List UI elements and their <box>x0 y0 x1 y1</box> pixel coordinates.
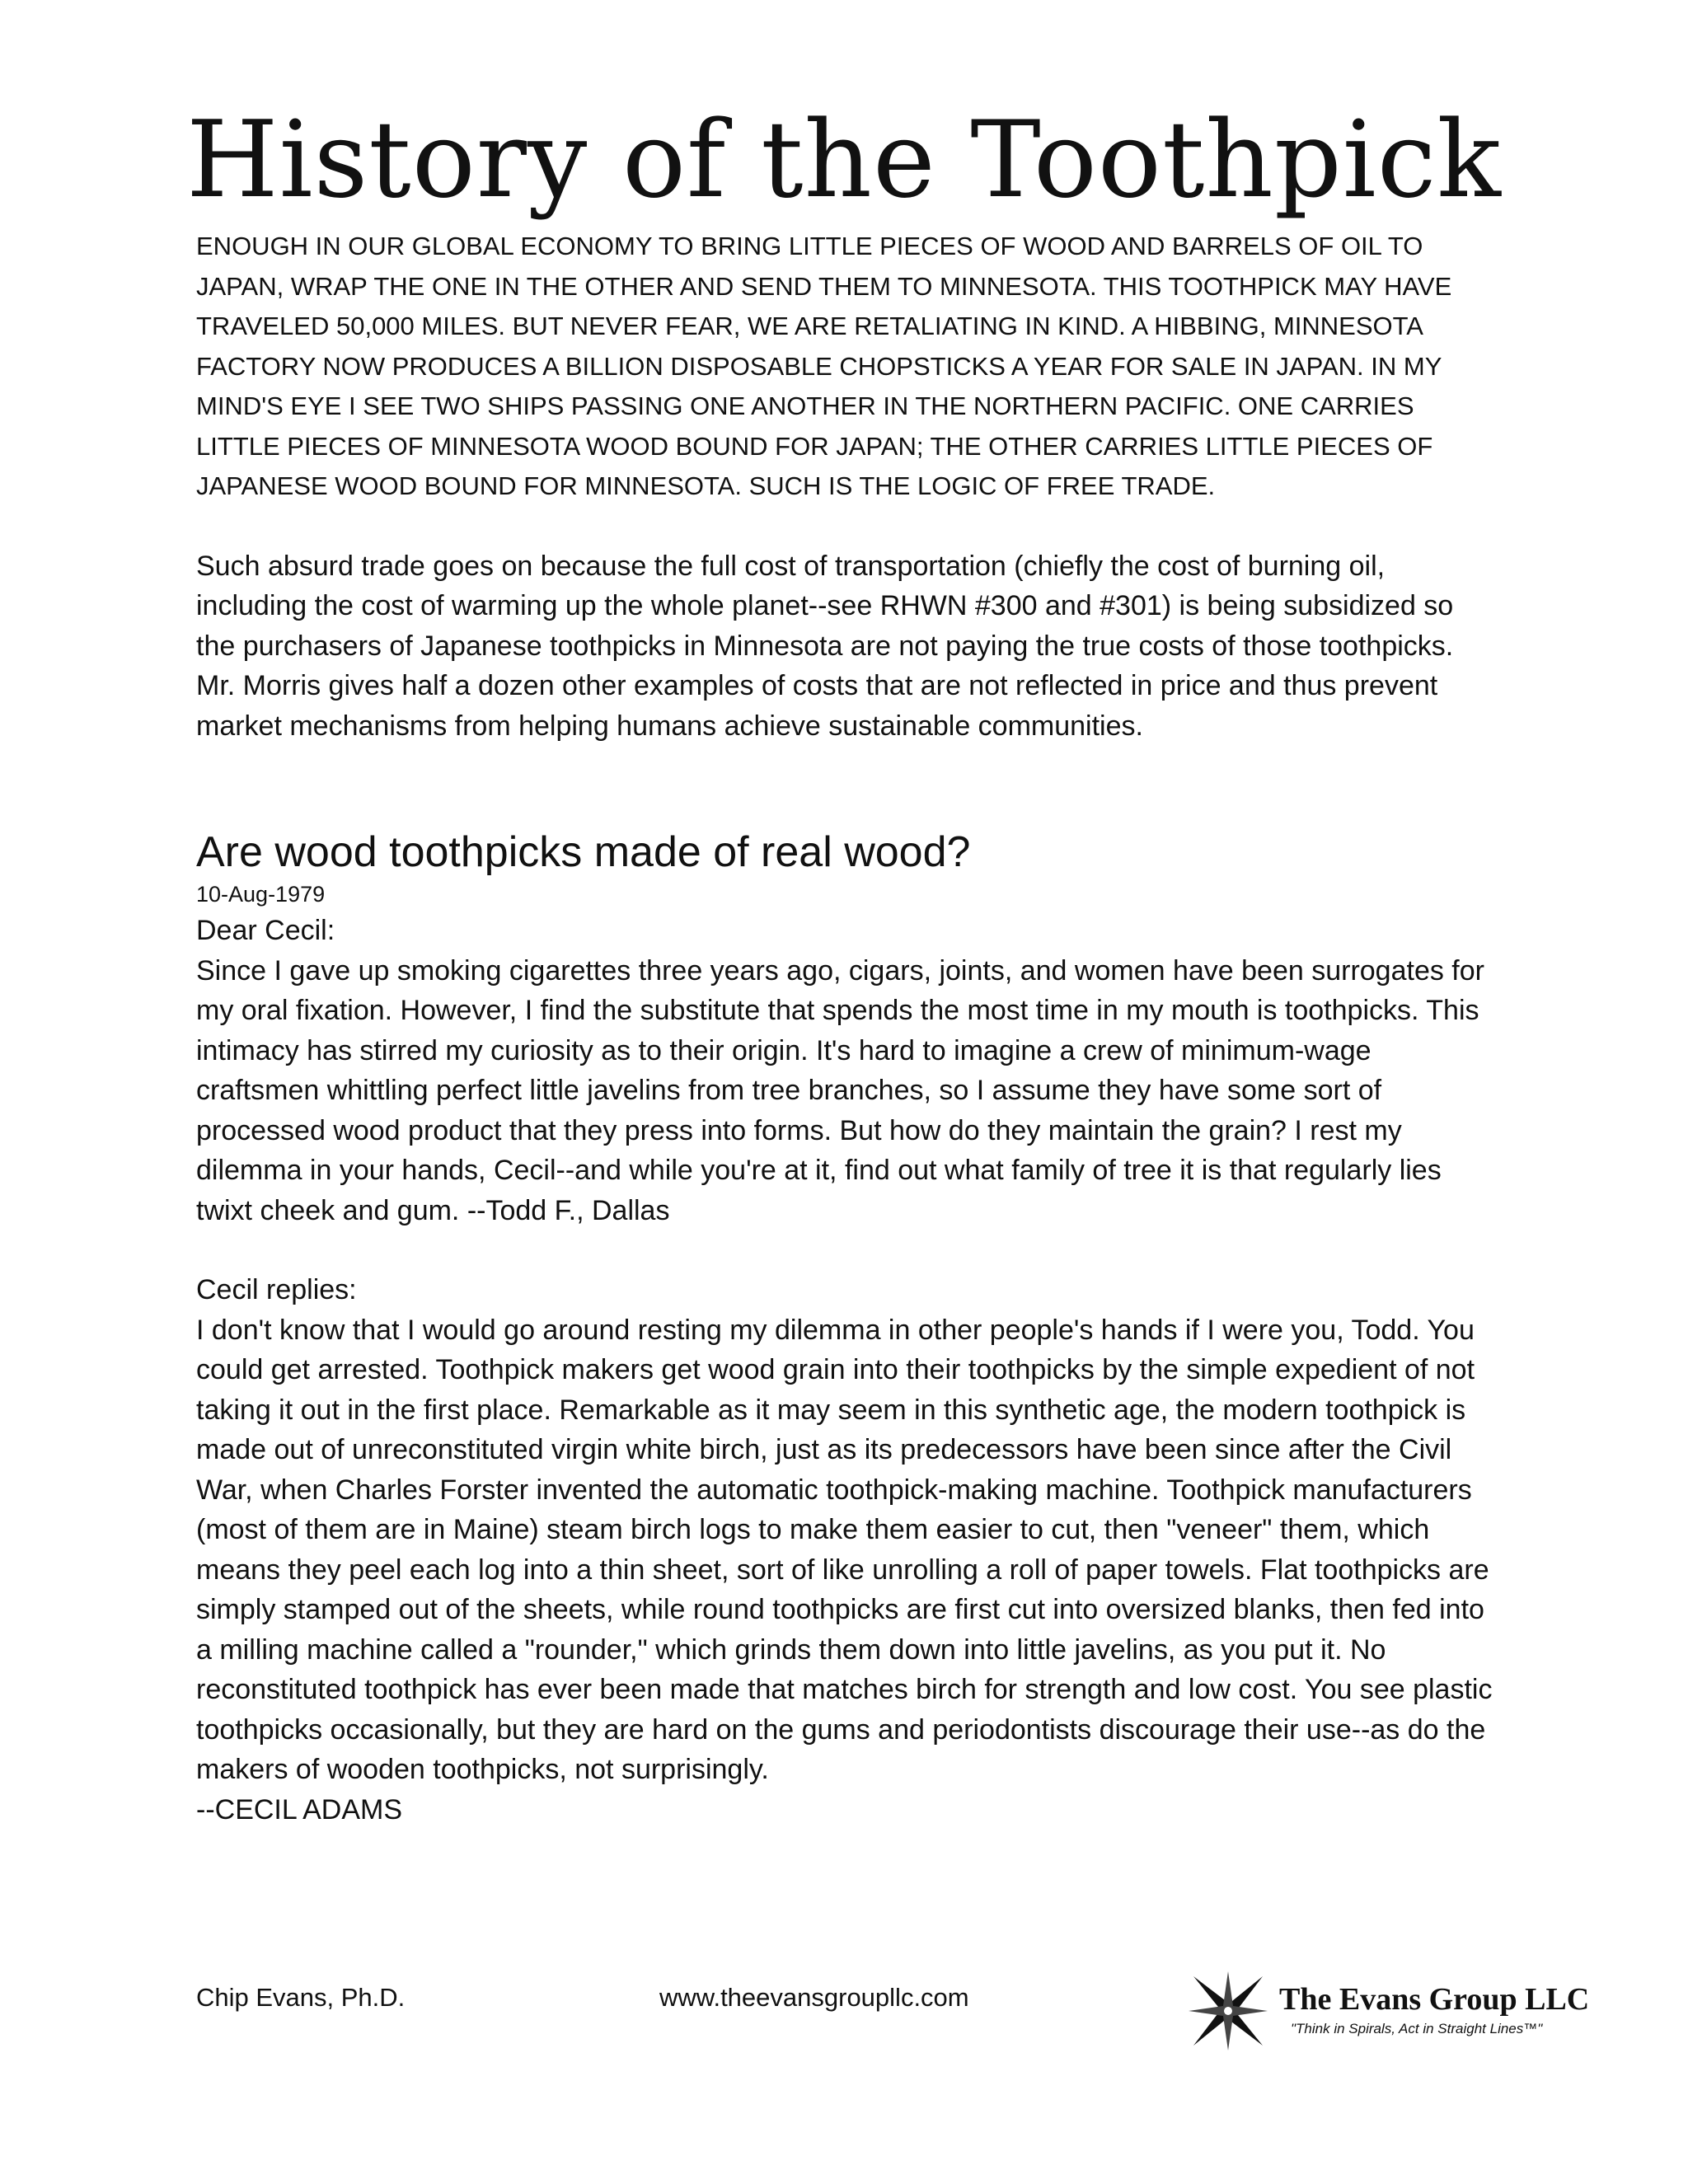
trade-paragraph: Such absurd trade goes on because the full cost of transportation (chiefly the cost of burning oil, including the cost of warming up the whole planet--see RHWN #300 and #301) is being subsidized so the purchasers of Japanese toothpicks in Minnesota are not paying the true costs of those toothpicks. Mr. Morris gives half a dozen other examples of costs that are not reflected in price and thus prevent market mechanisms from helping humans achieve sustainable communities. <box>196 550 1454 742</box>
reply-label: Cecil replies: <box>196 1274 357 1305</box>
logo-tagline: "Think in Spirals, Act in Straight Lines™" <box>1291 2021 1543 2036</box>
section-heading: Are wood toothpicks made of real wood? <box>196 828 971 876</box>
page-title: History of the Toothpick <box>186 99 1502 222</box>
article-date: 10-Aug-1979 <box>196 882 326 907</box>
page-footer <box>0 1970 1688 2085</box>
footer-author: Chip Evans, Ph.D. <box>196 1983 406 2012</box>
logo-company-name: The Evans Group LLC <box>1279 1982 1590 2017</box>
salutation: Dear Cecil: <box>196 915 335 946</box>
spiral-star-icon <box>1187 1970 1269 2052</box>
company-logo <box>1187 1970 1590 2060</box>
reader-question: Since I gave up smoking cigarettes three years ago, cigars, joints, and women have been surrogates for my oral fixation. However, I find the substitute that spends the most time in my mouth is toothpicks. This intimacy has stirred my curiosity as to their origin. It's hard to imagine a crew of minimum-wage craftsmen whittling perfect little javelins from tree branches, so I assume they have some sort of processed wood product that they press into forms. But how do they maintain the grain? I rest my dilemma in your hands, Cecil--and while you're at it, find out what family of tree it is that regularly lies twixt cheek and gum. --Todd F., Dallas <box>196 954 1484 1226</box>
cecil-reply: I don't know that I would go around resting my dilemma in other people's hands if I were you, Todd. You could get arrested. Toothpick makers get wood grain into their toothpicks by the simple expedient of not taking it out in the first place. Remarkable as it may seem in this synthetic age, the modern toothpick is made out of unreconstituted virgin white birch, just as its predecessors have been since after the Civil War, when Charles Forster invented the automatic toothpick-making machine. Toothpick manufacturers (most of them are in Maine) steam birch logs to make them easier to cut, then "veneer" them, which means they peel each log into a thin sheet, sort of like unrolling a roll of paper towels. Flat toothpicks are simply stamped out of the sheets, while round toothpicks are first cut into oversized blanks, then fed into a milling machine called a "rounder," which grinds them down into little javelins, as you put it. No reconstituted toothpick has ever been made that matches birch for strength and low cost. You see plastic toothpicks occasionally, but they are hard on the gums and periodontists discourage their use--as do the makers of wooden toothpicks, not surprisingly. <box>196 1314 1493 1785</box>
footer-website-link[interactable]: www.theevansgroupllc.com <box>659 1983 969 2012</box>
article-body <box>196 227 1498 1830</box>
signature: --CECIL ADAMS <box>196 1793 403 1825</box>
intro-caps-paragraph: ENOUGH IN OUR GLOBAL ECONOMY TO BRING LITTLE PIECES OF WOOD AND BARRELS OF OIL TO JAPAN, WRAP THE ONE IN THE OTHER AND SEND THEM TO MINNESOTA. THIS TOOTHPICK MAY HAVE TRAVELED 50,000 MILES. BUT NEVER FEAR, WE ARE RETALIATING IN KIND. A HIBBING, MINNESOTA FACTORY NOW PRODUCES A BILLION DISPOSABLE CHOPSTICKS A YEAR FOR SALE IN JAPAN. IN MY MIND'S EYE I SEE TWO SHIPS PASSING ONE ANOTHER IN THE NORTHERN PACIFIC. ONE CARRIES LITTLE PIECES OF MINNESOTA WOOD BOUND FOR JAPAN; THE OTHER CARRIES LITTLE PIECES OF JAPANESE WOOD BOUND FOR MINNESOTA. SUCH IS THE LOGIC OF FREE TRADE. <box>196 232 1452 500</box>
